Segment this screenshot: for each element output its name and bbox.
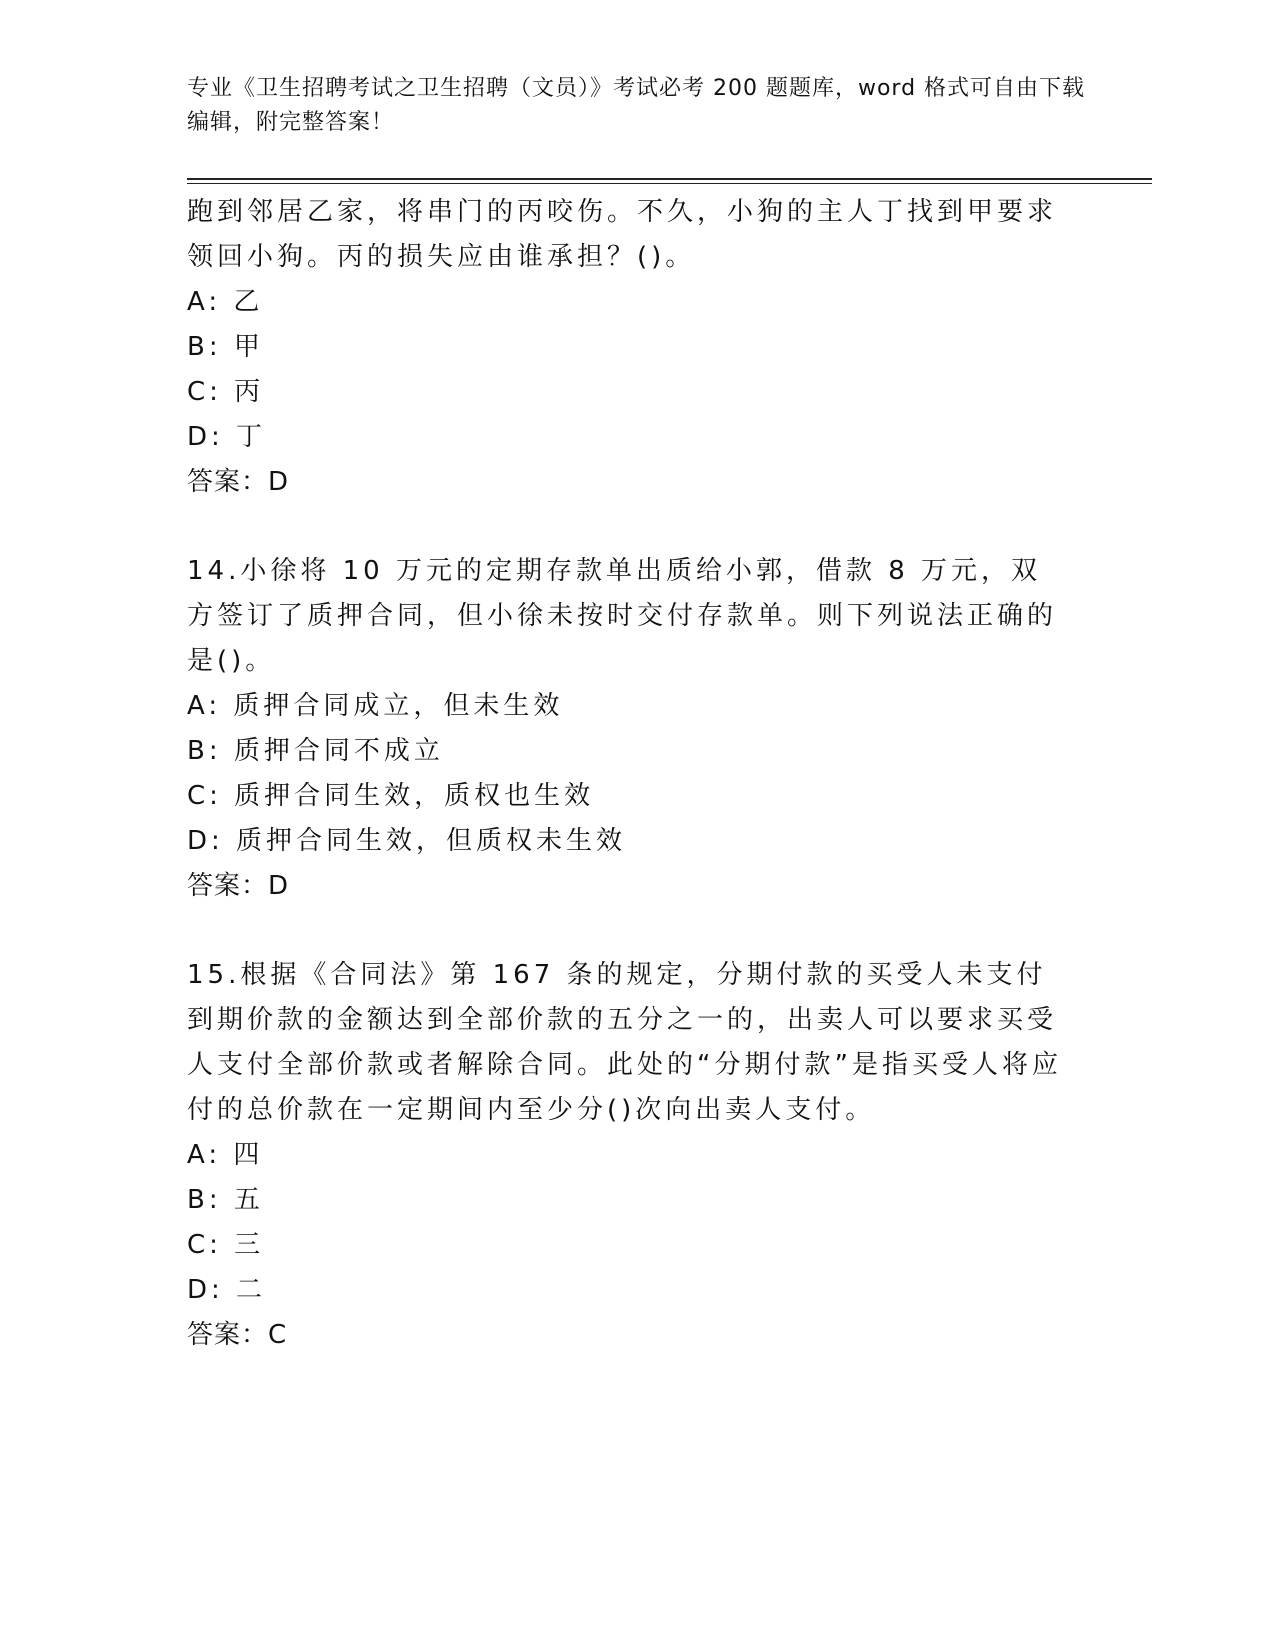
question-list: [187, 190, 1067, 1358]
option-c: C: 质押合同生效，质权也生效: [187, 781, 595, 811]
answer-line: 答案：C: [187, 1320, 288, 1350]
option-b: B: 五: [187, 1185, 264, 1215]
question-text: 跑到邻居乙家，将串门的丙咬伤。不久，小狗的主人丁找到甲要求领回小狗。丙的损失应由谁承担？()。: [187, 197, 1058, 272]
question-block: [187, 953, 1067, 1358]
question-block: [187, 549, 1067, 909]
question-spacer: [187, 505, 1067, 549]
question-text: 15.根据《合同法》第 167 条的规定，分期付款的买受人未支付到期价款的金额达到全部价款的五分之一的，出卖人可以要求买受人支付全部价款或者解除合同。此处的“分期付款”是指买受人将应付的总价款在一定期间内至少分()次向出卖人支付。: [187, 960, 1062, 1125]
option-a: A: 四: [187, 1140, 264, 1170]
answer-line: 答案：D: [187, 467, 290, 497]
option-d: D: 质押合同生效，但质权未生效: [187, 826, 627, 856]
document-header: 专业《卫生招聘考试之卫生招聘（文员）》考试必考 200 题题库，word 格式可自由下载编辑，附完整答案！: [187, 76, 1086, 135]
option-c: C: 三: [187, 1230, 265, 1260]
option-d: D: 二: [187, 1275, 267, 1305]
option-c: C: 丙: [187, 377, 265, 407]
option-b: B: 甲: [187, 332, 264, 362]
question-block: [187, 190, 1067, 505]
answer-line: 答案：D: [187, 871, 290, 901]
question-text: 14.小徐将 10 万元的定期存款单出质给小郭，借款 8 万元，双方签订了质押合同，但小徐未按时交付存款单。则下列说法正确的是()。: [187, 556, 1058, 676]
question-spacer: [187, 909, 1067, 953]
option-a: A: 质押合同成立，但未生效: [187, 691, 564, 721]
option-a: A: 乙: [187, 287, 264, 317]
option-d: D: 丁: [187, 422, 267, 452]
header-rule-thin: [187, 183, 1152, 184]
header-rule-thick: [187, 178, 1152, 180]
option-b: B: 质押合同不成立: [187, 736, 444, 766]
